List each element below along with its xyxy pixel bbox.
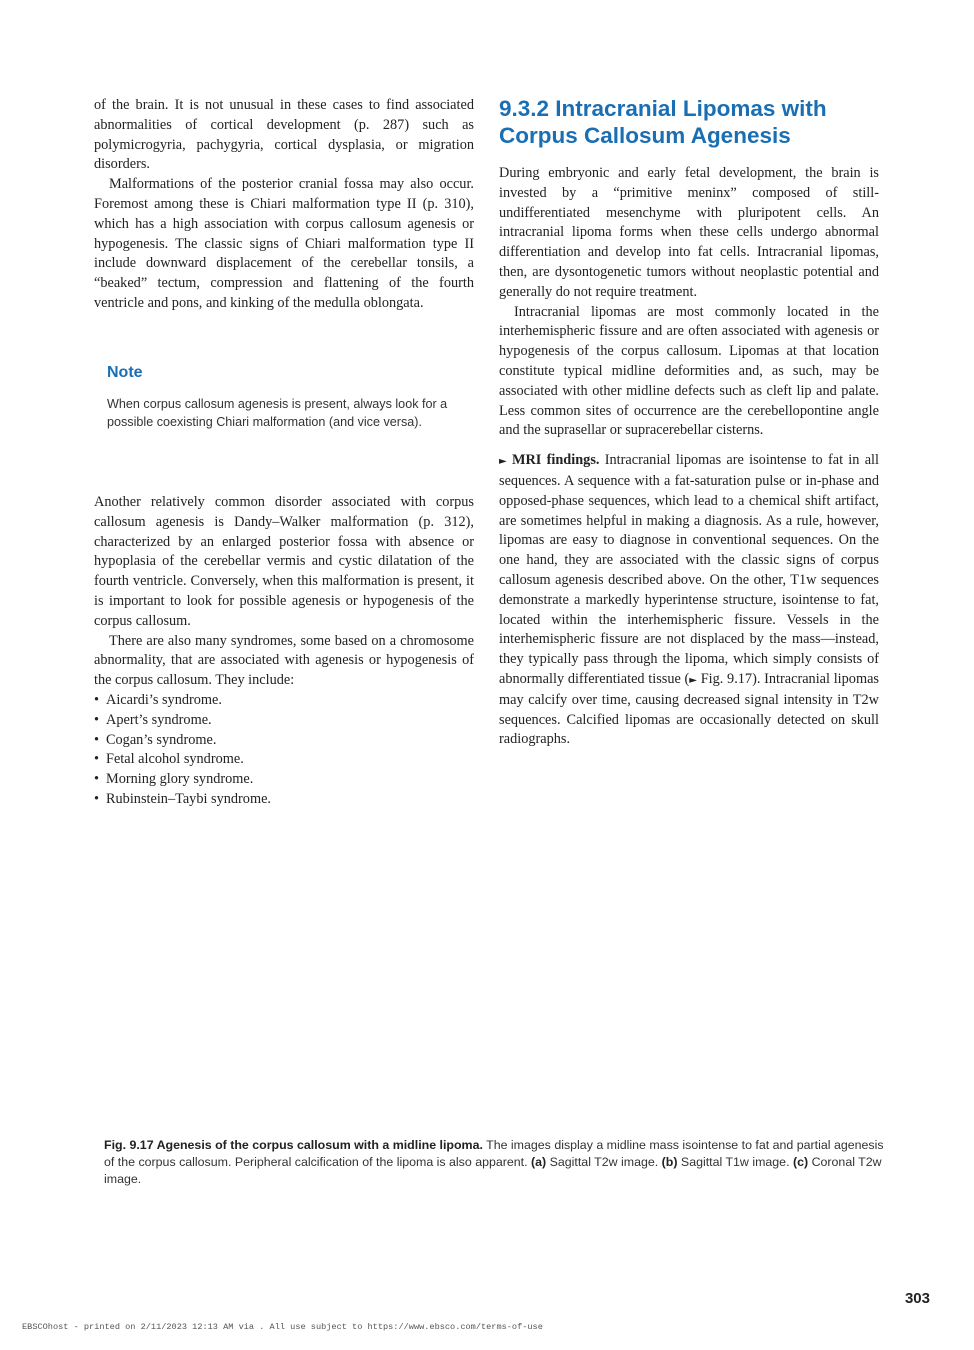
triangle-icon: ► xyxy=(689,674,697,686)
note-title: Note xyxy=(107,364,143,381)
list-item: • Morning glory syndrome. xyxy=(94,770,474,790)
figure-caption xyxy=(104,1137,884,1188)
list-item: • Fetal alcohol syndrome. xyxy=(94,750,474,770)
print-footer: EBSCOhost - printed on 2/11/2023 12:13 AM via . All use subject to https://www.ebsco.com/terms-of-use xyxy=(22,1322,543,1332)
caption-text: Coronal T2w image. xyxy=(104,1155,882,1186)
mri-text: Intracranial lipomas are isointense to fat in all sequences. A sequence with a fat-saturation pulse or in-phase and opposed-phase sequences, which lead to a chemical shift artifact, are sometimes helpful in making a diagnosis. As a rule, however, lipomas are easy to diagnose in conventional sequences. On the one hand, they are associated with the classic signs of corpus callosum agenesis described above. On the other, T1w sequences demonstrate a markedly hyperintense structure, isointense to fat, located within the interhemispheric fissure. Vessels in the interhemispheric fissure are not displaced by the mass—instead, they typically pass through the lipoma, which simply consists of abnormally differentiated tissue ( xyxy=(499,452,879,687)
paragraph: Intracranial lipomas are most commonly located in the interhemispheric fissure and are often associated with agenesis or hypogenesis of the corpus callosum. Lipomas at that location constitute typical midline deformities and, as such, may be associated with other midline defects such as cleft lip and palate. Less common sites of occurrence are the cerebellopontine angle and the suprasellar or supracerebellar cisterns. xyxy=(499,303,879,439)
left-column-bottom xyxy=(94,493,474,810)
caption-part-label: (a) xyxy=(531,1155,547,1169)
right-column xyxy=(499,164,879,750)
paragraph: Another relatively common disorder associated with corpus callosum agenesis is Dandy–Walker malformation (p. 312), characterized by an enlarged posterior fossa with absence or hypoplasia of the cerebellar vermis and cystic dilatation of the fourth ventricle. Conversely, when this malformation is present, it is important to look for possible agenesis or hypogenesis of the corpus callosum. xyxy=(94,494,474,629)
paragraph: of the brain. It is not unusual in these cases to find associated abnormalities of cortical development (p. 287) such as polymicrogyria, pachygyria, cortical dysplasia, or migration disorders. xyxy=(94,97,474,173)
caption-label: Fig. 9.17 Agenesis of the corpus callosum with a midline lipoma. xyxy=(104,1138,483,1152)
paragraph: Malformations of the posterior cranial fossa may also occur. Foremost among these is Chiari malformation type II (p. 310), which has a high association with corpus callosum agenesis or hypogenesis. The classic signs of Chiari malformation type II include downward displacement of the cerebellar tonsils, a “beaked” tectum, compression and flattening of the fourth ventricle and pons, and kinking of the medulla oblongata. xyxy=(94,176,474,311)
mri-findings-paragraph xyxy=(499,451,879,750)
mri-findings-label: MRI findings. xyxy=(511,452,600,469)
caption-part-label: (b) xyxy=(661,1155,678,1169)
caption-text: Sagittal T2w image. xyxy=(546,1155,662,1169)
list-item: • Cogan’s syndrome. xyxy=(94,731,474,751)
left-column-top xyxy=(94,96,474,314)
caption-text: The images display a midline mass isointense to fat and partial agenesis of the corpus callosum. Peripheral calcification of the lipoma is also apparent. xyxy=(104,1138,884,1169)
note-body: When corpus callosum agenesis is present, always look for a possible coexisting Chiari malformation (and vice versa). xyxy=(107,397,448,429)
list-item: • Aicardi’s syndrome. xyxy=(94,691,474,711)
page-number: 303 xyxy=(904,1290,930,1307)
mri-text: ). Intracranial lipomas may calcify over time, causing decreased signal intensity in T2w sequences. Calcified lipomas are occasionally detected on skull radiographs. xyxy=(499,670,879,748)
figure-reference-link[interactable]: Fig. 9.17 xyxy=(697,670,753,687)
list-item: • Apert’s syndrome. xyxy=(94,711,474,731)
triangle-icon: ► xyxy=(499,456,507,468)
note-box xyxy=(94,356,474,466)
list-item: • Rubinstein–Taybi syndrome. xyxy=(94,790,474,810)
section-heading: 9.3.2 Intracranial Lipomas with Corpus Callosum Agenesis xyxy=(499,96,827,148)
paragraph: There are also many syndromes, some based on a chromosome abnormality, that are associated with agenesis or hypogenesis of the corpus callosum. They include: xyxy=(94,632,474,689)
caption-text: Sagittal T1w image. xyxy=(677,1155,793,1169)
caption-part-label: (c) xyxy=(792,1155,809,1169)
paragraph: During embryonic and early fetal development, the brain is invested by a “primitive meninx” composed of still-undifferentiated mesenchyme with pluripotent cells. An intracranial lipoma forms when these cells undergo abnormal differentiation and develop into fat cells. Intracranial lipomas, then, are dysontogenetic tumors without neoplastic potential and generally do not require treatment. xyxy=(499,165,879,300)
syndrome-list xyxy=(94,691,474,810)
